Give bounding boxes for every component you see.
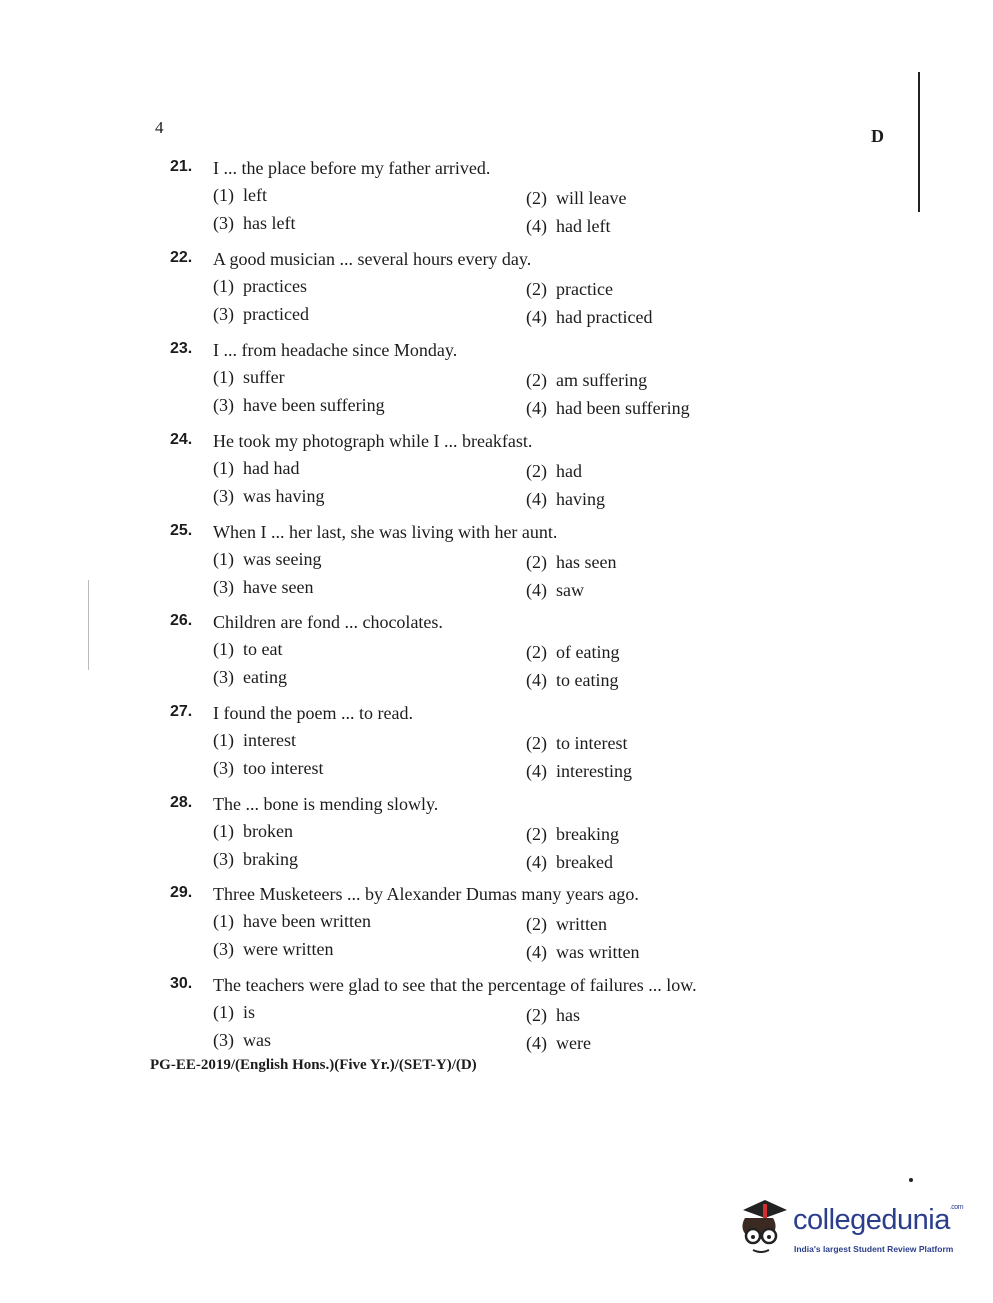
option-2 — [526, 279, 613, 300]
option-text: was seeing — [243, 549, 322, 569]
option-text: suffer — [243, 367, 285, 387]
option-text: have been suffering — [243, 395, 385, 415]
page-number: 4 — [155, 118, 164, 137]
question-number: 24. — [170, 431, 193, 448]
question-number: 22. — [170, 249, 193, 266]
option-text: to interest — [556, 733, 628, 753]
option-number: (2) — [526, 370, 547, 390]
option-text: had left — [556, 216, 611, 236]
option-number: (2) — [526, 642, 547, 662]
option-text: had practiced — [556, 307, 653, 327]
question-number: 27. — [170, 703, 193, 720]
option-3 — [213, 577, 313, 598]
option-number: (4) — [526, 398, 547, 418]
scan-dot — [909, 1178, 913, 1182]
option-text: had been suffering — [556, 398, 690, 418]
question-item — [170, 703, 740, 787]
question-text: I ... from headache since Monday. — [213, 340, 458, 360]
option-number: (4) — [526, 670, 547, 690]
option-number: (1) — [213, 730, 234, 750]
option-3 — [213, 939, 333, 960]
option-2 — [526, 461, 582, 482]
question-text: He took my photograph while I ... breakfast. — [213, 431, 533, 451]
option-text: have seen — [243, 577, 314, 597]
option-4 — [526, 761, 632, 782]
option-number: (4) — [526, 307, 547, 327]
question-text: I found the poem ... to read. — [213, 703, 413, 723]
option-text: broken — [243, 821, 293, 841]
question-text: When I ... her last, she was living with her aunt. — [213, 522, 558, 542]
option-number: (1) — [213, 458, 234, 478]
question-item — [170, 794, 740, 878]
option-number: (4) — [526, 852, 547, 872]
option-3 — [213, 395, 385, 416]
question-number: 25. — [170, 522, 193, 539]
option-text: practiced — [243, 304, 309, 324]
option-3 — [213, 486, 324, 507]
question-number: 21. — [170, 158, 193, 175]
option-text: saw — [556, 580, 584, 600]
option-1 — [213, 276, 307, 297]
option-text: practice — [556, 279, 613, 299]
logo-wordmark: collegedunia — [793, 1204, 950, 1236]
option-3 — [213, 213, 295, 234]
question-text: I ... the place before my father arrived. — [213, 158, 491, 178]
option-text: has seen — [556, 552, 617, 572]
option-2 — [526, 914, 607, 935]
option-1 — [213, 911, 371, 932]
option-number: (4) — [526, 580, 547, 600]
option-text: too interest — [243, 758, 324, 778]
option-4 — [526, 398, 690, 419]
question-text: Children are fond ... chocolates. — [213, 612, 443, 632]
option-2 — [526, 733, 627, 754]
option-text: eating — [243, 667, 287, 687]
option-2 — [526, 642, 619, 663]
question-item — [170, 249, 740, 333]
option-2 — [526, 370, 647, 391]
option-number: (1) — [213, 821, 234, 841]
option-number: (3) — [213, 667, 234, 687]
question-item — [170, 884, 740, 968]
option-4 — [526, 942, 639, 963]
option-number: (2) — [526, 188, 547, 208]
question-number: 28. — [170, 794, 193, 811]
option-4 — [526, 216, 610, 237]
option-number: (2) — [526, 914, 547, 934]
option-number: (2) — [526, 824, 547, 844]
option-text: to eat — [243, 639, 283, 659]
collegedunia-logo — [735, 1196, 965, 1260]
question-text: The ... bone is mending slowly. — [213, 794, 439, 814]
option-text: has left — [243, 213, 296, 233]
option-number: (1) — [213, 185, 234, 205]
question-number: 29. — [170, 884, 193, 901]
option-4 — [526, 670, 618, 691]
option-3 — [213, 758, 323, 779]
option-number: (3) — [213, 395, 234, 415]
option-number: (4) — [526, 1033, 547, 1053]
option-text: is — [243, 1002, 256, 1022]
scan-mark — [88, 580, 89, 670]
option-2 — [526, 188, 626, 209]
option-text: written — [556, 914, 607, 934]
question-text: The teachers were glad to see that the percentage of failures ... low. — [213, 975, 697, 995]
question-text: Three Musketeers ... by Alexander Dumas many years ago. — [213, 884, 639, 904]
option-text: have been written — [243, 911, 371, 931]
question-text: A good musician ... several hours every day. — [213, 249, 532, 269]
option-2 — [526, 824, 619, 845]
option-number: (2) — [526, 461, 547, 481]
option-number: (4) — [526, 489, 547, 509]
option-1 — [213, 639, 282, 660]
option-text: has — [556, 1005, 580, 1025]
question-item — [170, 431, 740, 515]
question-number: 26. — [170, 612, 193, 629]
option-text: was written — [556, 942, 640, 962]
logo-suffix: .com — [949, 1204, 964, 1211]
question-number: 30. — [170, 975, 193, 992]
option-text: to eating — [556, 670, 619, 690]
option-number: (3) — [213, 577, 234, 597]
option-number: (1) — [213, 911, 234, 931]
option-text: was — [243, 1030, 271, 1050]
option-number: (1) — [213, 276, 234, 296]
option-2 — [526, 1005, 580, 1026]
option-number: (4) — [526, 761, 547, 781]
option-text: had had — [243, 458, 300, 478]
option-text: interest — [243, 730, 296, 750]
option-2 — [526, 552, 616, 573]
option-number: (3) — [213, 304, 234, 324]
option-number: (3) — [213, 1030, 234, 1050]
option-text: of eating — [556, 642, 620, 662]
question-number: 23. — [170, 340, 193, 357]
option-1 — [213, 730, 296, 751]
option-1 — [213, 821, 293, 842]
option-3 — [213, 849, 298, 870]
option-4 — [526, 1033, 591, 1054]
option-number: (3) — [213, 758, 234, 778]
question-item — [170, 522, 740, 606]
option-number: (3) — [213, 849, 234, 869]
option-3 — [213, 667, 287, 688]
option-text: breaking — [556, 824, 619, 844]
logo-tagline: India's largest Student Review Platform — [794, 1244, 954, 1254]
option-4 — [526, 307, 652, 328]
question-item — [170, 975, 740, 1059]
option-text: had — [556, 461, 582, 481]
option-4 — [526, 852, 613, 873]
option-number: (1) — [213, 367, 234, 387]
option-text: breaked — [556, 852, 613, 872]
option-3 — [213, 1030, 271, 1051]
option-text: braking — [243, 849, 298, 869]
option-1 — [213, 1002, 255, 1023]
mascot-icon — [735, 1196, 791, 1256]
option-number: (4) — [526, 942, 547, 962]
option-number: (1) — [213, 639, 234, 659]
question-item — [170, 612, 740, 696]
option-text: were — [556, 1033, 591, 1053]
option-3 — [213, 304, 309, 325]
option-4 — [526, 489, 605, 510]
option-text: having — [556, 489, 605, 509]
question-item — [170, 158, 740, 242]
option-number: (3) — [213, 939, 234, 959]
option-1 — [213, 367, 285, 388]
set-code: D — [871, 126, 884, 146]
option-number: (2) — [526, 552, 547, 572]
option-number: (1) — [213, 549, 234, 569]
option-number: (1) — [213, 1002, 234, 1022]
margin-line — [918, 72, 920, 212]
option-1 — [213, 549, 321, 570]
option-text: interesting — [556, 761, 632, 781]
option-1 — [213, 458, 299, 479]
option-4 — [526, 580, 584, 601]
option-text: will leave — [556, 188, 627, 208]
option-text: was having — [243, 486, 325, 506]
option-number: (4) — [526, 216, 547, 236]
option-text: practices — [243, 276, 307, 296]
option-text: left — [243, 185, 267, 205]
exam-code-footer: PG-EE-2019/(English Hons.)(Five Yr.)/(SET-Y)/(D) — [150, 1057, 477, 1073]
option-number: (2) — [526, 1005, 547, 1025]
option-number: (2) — [526, 279, 547, 299]
option-text: were written — [243, 939, 334, 959]
question-item — [170, 340, 740, 424]
option-number: (3) — [213, 213, 234, 233]
option-1 — [213, 185, 267, 206]
option-number: (3) — [213, 486, 234, 506]
option-text: am suffering — [556, 370, 648, 390]
option-number: (2) — [526, 733, 547, 753]
